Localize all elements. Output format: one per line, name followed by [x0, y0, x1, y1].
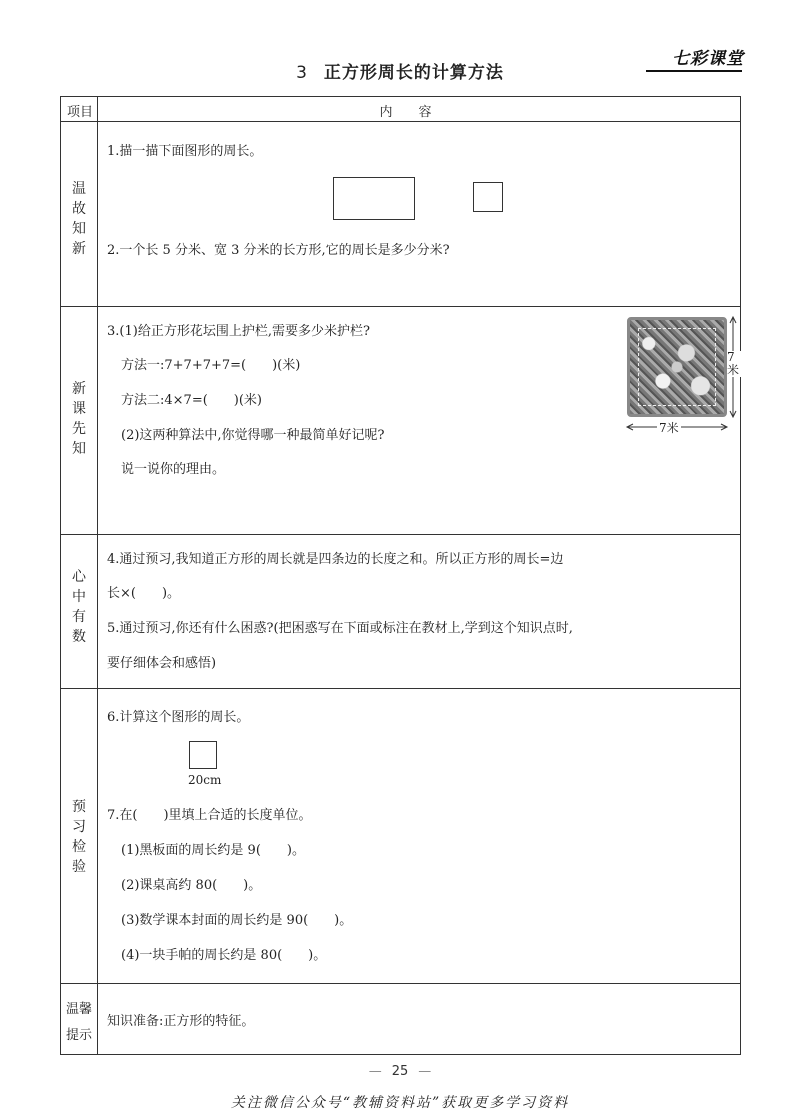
- lesson-number: 3: [296, 63, 308, 83]
- brand-logo: 七彩课堂: [672, 49, 744, 69]
- small-square-figure: [189, 741, 217, 769]
- rectangle-figure: [333, 177, 415, 220]
- question-7-item-2: (2)课桌高约 80( )。: [121, 878, 262, 893]
- worksheet-table: [60, 96, 741, 1055]
- row-divider: [61, 121, 740, 122]
- section-label-summary: 心 中 有 数: [72, 569, 86, 645]
- square-figure: [473, 182, 503, 212]
- question-3: 3.(1)给正方形花坛围上护栏,需要多少米护栏?: [107, 324, 370, 339]
- header-col-label: 项目: [66, 105, 93, 120]
- lesson-title: 正方形周长的计算方法: [323, 63, 504, 83]
- row-divider: [61, 306, 740, 307]
- column-divider: [97, 97, 98, 1054]
- method-1: 方法一:7+7+7+7=( )(米): [121, 358, 301, 373]
- question-3-part-3: 说一说你的理由。: [121, 462, 226, 477]
- side-length-label: 7米: [727, 350, 740, 377]
- row-divider: [61, 534, 740, 535]
- row-divider: [61, 688, 740, 689]
- header-col-content: 内容: [379, 105, 458, 120]
- footer-note: 关注微信公众号“教辅资料站”获取更多学习资料: [230, 1095, 570, 1111]
- section-label-review: 温 故 知 新: [72, 181, 86, 257]
- question-5-line-1: 5.通过预习,你还有什么困惑?(把困惑写在下面或标注在教材上,学到这个知识点时,: [107, 621, 573, 636]
- page-number: — 25 —: [0, 1064, 800, 1079]
- question-4-line-2: 长×( )。: [107, 586, 181, 601]
- brand-underline: [646, 70, 742, 72]
- dimension-arrows: [621, 311, 741, 435]
- question-4-line-1: 4.通过预习,我知道正方形的周长就是四条边的长度之和。所以正方形的周长=边: [107, 552, 564, 567]
- row-divider: [61, 983, 740, 984]
- question-7: 7.在( )里填上合适的长度单位。: [107, 808, 312, 823]
- section-label-preview: 新 课 先 知: [72, 381, 86, 457]
- square-side-label: 20cm: [188, 773, 222, 787]
- question-1: 1.描一描下面图形的周长。: [107, 144, 263, 159]
- question-3-part-2: (2)这两种算法中,你觉得哪一种最简单好记呢?: [121, 428, 385, 443]
- question-6: 6.计算这个图形的周长。: [107, 710, 250, 725]
- question-7-item-1: (1)黑板面的周长约是 9( )。: [121, 843, 305, 858]
- bottom-length-label: 7米: [659, 421, 679, 435]
- method-2: 方法二:4×7=( )(米): [121, 393, 262, 408]
- question-7-item-4: (4)一块手帕的周长约是 80( )。: [121, 948, 327, 963]
- question-2: 2.一个长 5 分米、宽 3 分米的长方形,它的周长是多少分米?: [107, 243, 450, 258]
- section-label-check: 预 习 检 验: [72, 799, 86, 875]
- section-label-tips: 温馨 提示: [65, 1002, 92, 1043]
- tips-text: 知识准备:正方形的特征。: [107, 1014, 255, 1029]
- question-5-line-2: 要仔细体会和感悟): [107, 656, 217, 671]
- question-7-item-3: (3)数学课本封面的周长约是 90( )。: [121, 913, 353, 928]
